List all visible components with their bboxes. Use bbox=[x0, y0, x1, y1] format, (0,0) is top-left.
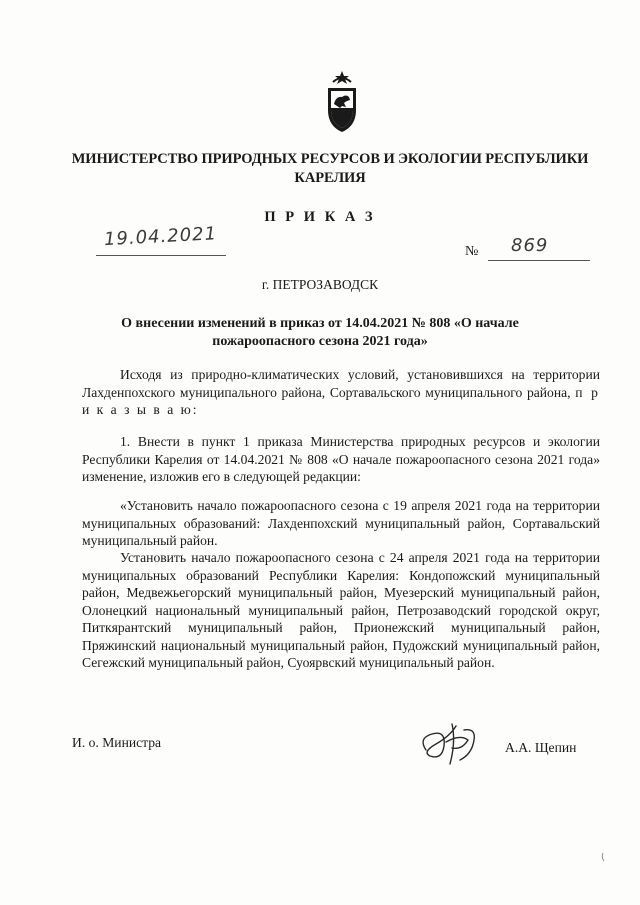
signer-position: И. о. Министра bbox=[72, 735, 162, 750]
order-verb: п р и к а з ы в а ю: bbox=[82, 384, 600, 417]
paragraph-item-1: 1. Внести в пункт 1 приказа Министерства природных ресурсов и экологии Республики Карелия от 14.04.2021 № 808 «О начале пожароопасного сезона 2021 года» изменение, изложив его в следующей редакции: bbox=[82, 434, 600, 484]
order-date: 19.04.2021 bbox=[103, 223, 218, 251]
order-title: П Р И К А З bbox=[264, 209, 376, 225]
city: г. ПЕТРОЗАВОДСК bbox=[261, 277, 379, 292]
karelia-coat-of-arms-icon bbox=[324, 70, 360, 134]
handwritten-signature-icon bbox=[416, 720, 496, 768]
order-number: 869 bbox=[511, 235, 549, 256]
number-label: № bbox=[465, 244, 479, 259]
scan-mark-icon bbox=[600, 852, 606, 862]
paragraph-quote-1: «Установить начало пожароопасного сезона с 19 апреля 2021 года на территории муниципальных образований: Лахденпохский муниципальный район, Сортавальский муниципальный район. bbox=[82, 498, 600, 548]
paragraph-quote-2: Установить начало пожароопасного сезона с 24 апреля 2021 года на территории муниципальных образований Республики Карелия: Кондопожский муниципальный район, Медвежьегорский муниципальный район, Муезерский муниципальный район, Олонецкий национальный муниципальный район, Петрозаводский городской округ, Питкярантский муниципальный район, Прионежский муниципальный район, Пряжинский национальный муниципальный район, Пудожский муниципальный район, Сегежский муниципальный район, Суоярвский муниципальный район. bbox=[82, 550, 600, 670]
signer-name: А.А. Щепин bbox=[505, 740, 577, 755]
paragraph-preamble: Исходя из природно-климатических условий, установившихся на территории Лахденпохского муниципального района, Сортавальского муниципального района, п р и к а з ы в а ю: bbox=[82, 367, 600, 417]
order-subject: О внесении изменений в приказ от 14.04.2021 № 808 «О начале пожароопасного сезона 2021 года» bbox=[121, 316, 519, 349]
ministry-name: МИНИСТЕРСТВО ПРИРОДНЫХ РЕСУРСОВ И ЭКОЛОГИИ РЕСПУБЛИКИ КАРЕЛИЯ bbox=[71, 151, 589, 186]
